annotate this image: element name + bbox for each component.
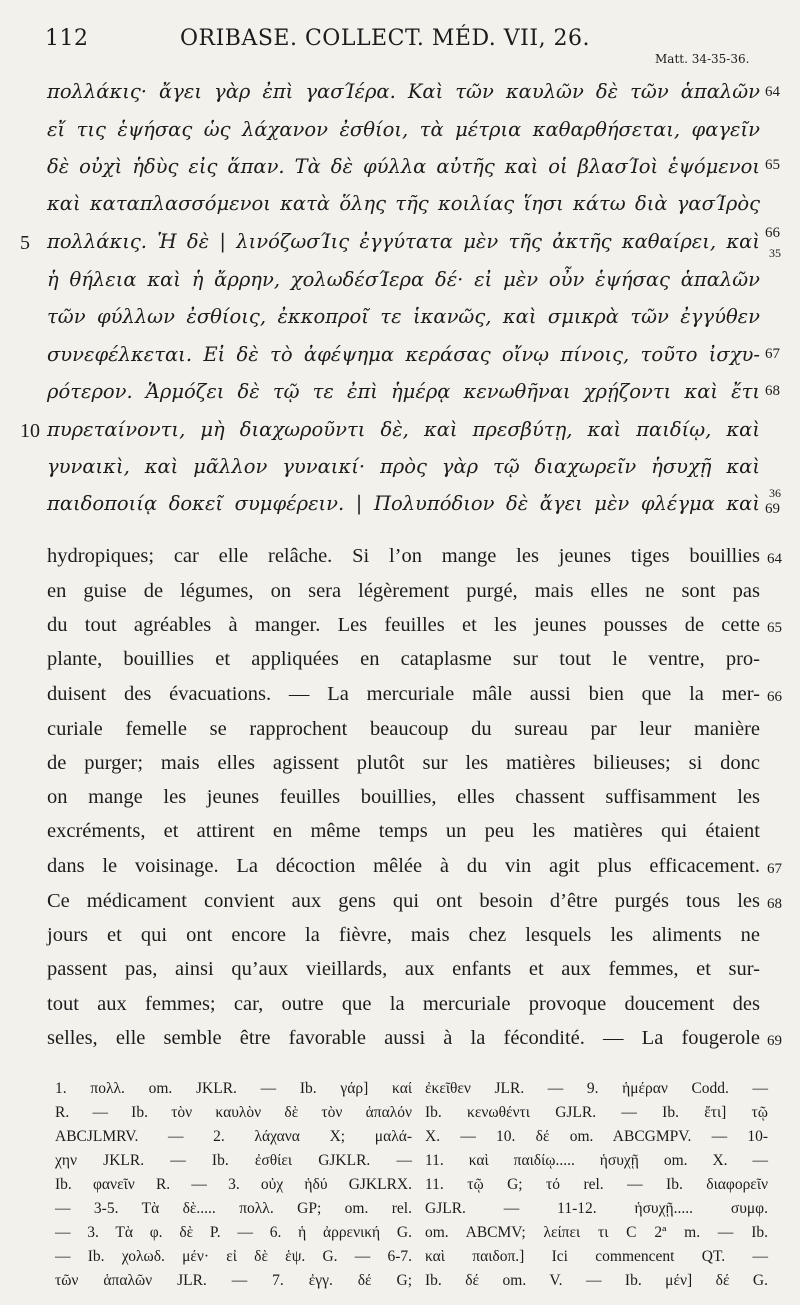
french-line: Ce médicament convient aux gens qui ont besoin d’être purgés tous les bbox=[47, 890, 760, 912]
apparatus-line: Ib. κενωθέντι GJLR. — Ib. ἔτι] τῷ bbox=[425, 1104, 768, 1121]
apparatus-line: om. ABCMV; λείπει τι C 2ª m. — Ib. bbox=[425, 1224, 768, 1241]
margin-number: 65 bbox=[765, 157, 780, 173]
margin-number: 66 bbox=[767, 689, 782, 705]
margin-number: 69 bbox=[767, 1033, 782, 1049]
apparatus-line: — 3. Τὰ φ. δὲ P. — 6. ἡ ἀρρενική G. bbox=[55, 1224, 412, 1241]
apparatus-line: Ib. φανεῖν R. — 3. οὐχ ἡδύ GJKLRX. bbox=[55, 1176, 412, 1193]
apparatus-line: 1. πολλ. om. JKLR. — Ib. γάρ] καί bbox=[55, 1080, 412, 1097]
apparatus-line: — Ib. χολωδ. μέν· εἰ δὲ ἑψ. G. — 6-7. bbox=[55, 1248, 412, 1265]
margin-number: 68 bbox=[767, 896, 782, 912]
greek-line: πολλάκις· ἄγει γὰρ ἐπὶ γασΊέρα. Καὶ τῶν καυλῶν δὲ τῶν ἁπαλῶν bbox=[47, 80, 760, 103]
french-line: hydropiques; car elle relâche. Si l’on mange les jeunes tiges bouillies bbox=[47, 545, 760, 567]
apparatus-line: — 3-5. Τὰ δὲ..... πολλ. GP; om. rel. bbox=[55, 1200, 412, 1217]
apparatus-line: 11. τῷ G; τό rel. — Ib. διαφορεῖν bbox=[425, 1176, 768, 1193]
greek-line: πυρεταίνοντι, μὴ διαχωροῦντι δὲ, καὶ πρεσβύτῃ, καὶ παιδίῳ, καὶ bbox=[47, 418, 760, 441]
french-line: excréments, et attirent en même temps un peu les matières qui étaient bbox=[47, 820, 760, 842]
margin-number: 65 bbox=[767, 620, 782, 636]
french-line: plante, bouillies et appliquées en cataplasme sur tout le ventre, pro- bbox=[47, 648, 760, 670]
french-line: du tout agréables à manger. Les feuilles et les jeunes pousses de cette bbox=[47, 614, 760, 636]
greek-line: πολλάκις. Ἡ δὲ | λινόζωσΊις ἐγγύτατα μὲν τῆς ἀκτῆς καθαίρει, καὶ bbox=[47, 230, 760, 253]
french-line: curiale femelle se rapprochent beaucoup du sureau par leur manière bbox=[47, 718, 760, 740]
apparatus-line: X. — 10. δέ om. ABCGMPV. — 10- bbox=[425, 1128, 768, 1145]
french-line: en guise de légumes, on sera légèrement purgé, mais elles ne sont pas bbox=[47, 580, 760, 602]
apparatus-line: τῶν ἁπαλῶν JLR. — 7. ἐγγ. δέ G; bbox=[55, 1272, 412, 1289]
line-number: 10 bbox=[20, 420, 40, 442]
apparatus-line: ἐκεῖθεν JLR. — 9. ἡμέραν Codd. — bbox=[425, 1080, 768, 1097]
apparatus-line: Ib. δέ om. V. — Ib. μέν] δέ G. bbox=[425, 1272, 768, 1289]
margin-number: 67 bbox=[765, 346, 780, 362]
matthaei-reference: Matt. 34-35-36. bbox=[655, 52, 750, 66]
french-line: dans le voisinage. La décoction mêlée à du vin agit plus efficacement. bbox=[47, 855, 760, 877]
french-line: tout aux femmes; car, outre que la mercuriale provoque doucement des bbox=[47, 993, 760, 1015]
apparatus-line: χην JKLR. — Ib. ἐσθίει GJKLR. — bbox=[55, 1152, 412, 1169]
french-line: jours et qui ont encore la fièvre, mais chez lesquels les aliments ne bbox=[47, 924, 760, 946]
greek-line: συνεφέλκεται. Εἰ δὲ τὸ ἀφέψημα κεράσας οἴνῳ πίνοις, τοῦτο ἰσχυ- bbox=[47, 343, 760, 366]
margin-number: 69 bbox=[765, 501, 780, 517]
margin-number: 68 bbox=[765, 383, 780, 399]
french-line: passent pas, ainsi qu’aux vieillards, aux enfants et aux femmes, et sur- bbox=[47, 958, 760, 980]
apparatus-line: 11. καὶ παιδίῳ..... ἡσυχῇ om. X. — bbox=[425, 1152, 768, 1169]
greek-line: καὶ καταπλασσόμενοι κατὰ ὅλης τῆς κοιλίας ἵησι κάτω διὰ γασΊρὸς bbox=[47, 192, 760, 215]
greek-line: τῶν φύλλων ἐσθίοις, ἐκκοπροῖ τε ἱκανῶς, καὶ σμικρὰ τῶν ἐγγύθεν bbox=[47, 305, 760, 328]
greek-line: γυναικὶ, καὶ μᾶλλον γυναικί· πρὸς γὰρ τῷ διαχωρεῖν ἡσυχῇ καὶ bbox=[47, 455, 760, 478]
french-line: de purger; mais elles agissent plutôt sur les matières bilieuses; si donc bbox=[47, 752, 760, 774]
french-line: selles, elle semble être favorable aussi à la fécondité. — La fougerole bbox=[47, 1027, 760, 1049]
greek-line: παιδοποιίᾳ δοκεῖ συμφέρειν. | Πολυπόδιον δὲ ἄγει μὲν φλέγμα καὶ bbox=[47, 492, 760, 515]
page-number: 112 bbox=[45, 26, 89, 51]
apparatus-line: καὶ παιδοπ.] Ici commencent QT. — bbox=[425, 1248, 768, 1265]
margin-number: 35 bbox=[769, 246, 781, 260]
line-number: 5 bbox=[20, 232, 30, 254]
apparatus-line: ABCJLMRV. — 2. λάχανα X; μαλά- bbox=[55, 1128, 412, 1145]
margin-number: 64 bbox=[765, 84, 780, 100]
french-line: on mange les jeunes feuilles bouillies, elles chassent suffisamment les bbox=[47, 786, 760, 808]
french-line: duisent des évacuations. — La mercuriale mâle aussi bien que la mer- bbox=[47, 683, 760, 705]
greek-line: ρότερον. Ἁρμόζει δὲ τῷ τε ἐπὶ ἡμέρᾳ κενωθῆναι χρῄζοντι καὶ ἔτι bbox=[47, 380, 760, 403]
margin-number: 66 bbox=[765, 225, 780, 241]
apparatus-line: R. — Ib. τὸν καυλὸν δὲ τὸν ἁπαλόν bbox=[55, 1104, 412, 1121]
running-title: ORIBASE. COLLECT. MÉD. VII, 26. bbox=[180, 26, 591, 51]
greek-line: ἡ θήλεια καὶ ἡ ἄρρην, χολωδέσΊερα δέ· εἰ μὲν οὖν ἑψήσας ἁπαλῶν bbox=[47, 268, 760, 291]
apparatus-line: GJLR. — 11-12. ἡσυχῇ..... συμφ. bbox=[425, 1200, 768, 1217]
margin-number: 67 bbox=[767, 861, 782, 877]
margin-number: 36 bbox=[769, 486, 781, 500]
margin-number: 64 bbox=[767, 551, 782, 567]
greek-line: δὲ οὐχὶ ἡδὺς εἰς ἅπαν. Τὰ δὲ φύλλα αὐτῆς καὶ οἱ βλασΊοὶ ἑψόμενοι bbox=[47, 155, 760, 178]
greek-line: εἴ τις ἑψήσας ὡς λάχανον ἐσθίοι, τὰ μέτρια καθαρθήσεται, φαγεῖν bbox=[47, 118, 760, 141]
